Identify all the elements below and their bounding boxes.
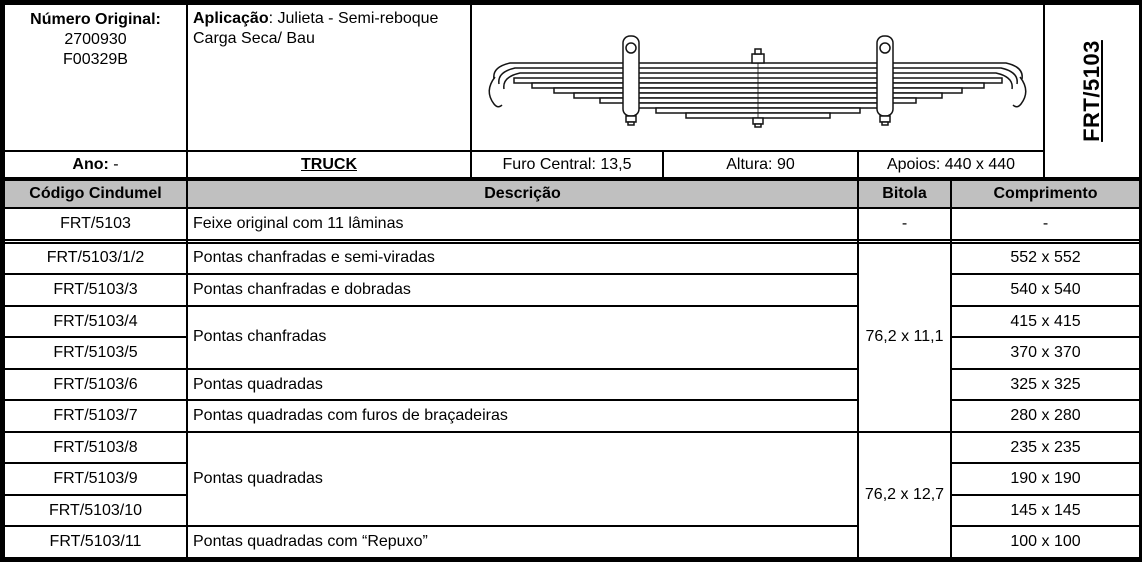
parts-table: [3, 179, 1141, 559]
bitola-cell: -: [858, 208, 951, 240]
table-row: [4, 208, 1140, 240]
aplicacao-cell: [187, 4, 471, 151]
numero-original-value-2: F00329B: [63, 51, 128, 68]
length-cell: 325 x 325: [951, 369, 1140, 401]
length-cell: 100 x 100: [951, 526, 1140, 558]
numero-original-label: Número Original:: [30, 11, 161, 28]
code-cell: FRT/5103/7: [4, 400, 187, 432]
description-cell: Pontas chanfradas e dobradas: [187, 274, 858, 306]
part-code-cell: [1044, 4, 1140, 178]
length-cell: 552 x 552: [951, 243, 1140, 275]
code-cell: FRT/5103/4: [4, 306, 187, 338]
length-cell: -: [951, 208, 1140, 240]
code-cell: FRT/5103/10: [4, 495, 187, 527]
numero-original-value-1: 2700930: [64, 31, 127, 48]
table-row: [4, 400, 1140, 432]
bitola-cell: 76,2 x 12,7: [858, 432, 951, 558]
header-codigo: Código Cindumel: [4, 180, 187, 208]
code-cell: FRT/5103/8: [4, 432, 187, 464]
ano-label: Ano:: [72, 155, 109, 173]
table-row: [4, 243, 1140, 275]
description-cell: Feixe original com 11 lâminas: [187, 208, 858, 240]
table-row: [4, 306, 1140, 338]
length-cell: 235 x 235: [951, 432, 1140, 464]
code-cell: FRT/5103/5: [4, 337, 187, 369]
drawing-cell: [471, 4, 1044, 151]
code-cell: FRT/5103/1/2: [4, 243, 187, 275]
description-cell: Pontas quadradas: [187, 432, 858, 527]
furo-central-cell: Furo Central: 13,5: [471, 151, 663, 178]
description-cell: Pontas chanfradas: [187, 306, 858, 369]
description-cell: Pontas quadradas com “Repuxo”: [187, 526, 858, 558]
ano-cell: [4, 151, 187, 178]
table-row: [4, 526, 1140, 558]
numero-original-cell: [4, 4, 187, 151]
header-bitola: Bitola: [858, 180, 951, 208]
apoios-cell: Apoios: 440 x 440: [858, 151, 1044, 178]
aplicacao-label: Aplicação: [193, 10, 269, 27]
description-cell: Pontas quadradas com furos de braçadeiras: [187, 400, 858, 432]
code-cell: FRT/5103/6: [4, 369, 187, 401]
top-section: [3, 3, 1141, 179]
length-cell: 280 x 280: [951, 400, 1140, 432]
length-cell: 145 x 145: [951, 495, 1140, 527]
ano-value: -: [108, 155, 119, 173]
header-comprimento: Comprimento: [951, 180, 1140, 208]
description-cell: Pontas chanfradas e semi-viradas: [187, 243, 858, 275]
length-cell: 540 x 540: [951, 274, 1140, 306]
header-row: [4, 180, 1140, 208]
code-cell: FRT/5103: [4, 208, 187, 240]
leaf-spring-drawing-icon: [472, 6, 1043, 149]
description-cell: Pontas quadradas: [187, 369, 858, 401]
code-cell: FRT/5103/9: [4, 463, 187, 495]
table-row: [4, 274, 1140, 306]
aplicacao-value: : Julieta - Semi-reboque Carga Seca/ Bau: [193, 10, 439, 47]
length-cell: 190 x 190: [951, 463, 1140, 495]
truck-cell: TRUCK: [187, 151, 471, 178]
length-cell: 415 x 415: [951, 306, 1140, 338]
table-row: [4, 432, 1140, 464]
part-code-vertical: FRT/5103: [1079, 40, 1104, 142]
altura-cell: Altura: 90: [663, 151, 858, 178]
bitola-cell: 76,2 x 11,1: [858, 243, 951, 432]
code-cell: FRT/5103/11: [4, 526, 187, 558]
table-row: [4, 369, 1140, 401]
length-cell: 370 x 370: [951, 337, 1140, 369]
code-cell: FRT/5103/3: [4, 274, 187, 306]
header-descricao: Descrição: [187, 180, 858, 208]
